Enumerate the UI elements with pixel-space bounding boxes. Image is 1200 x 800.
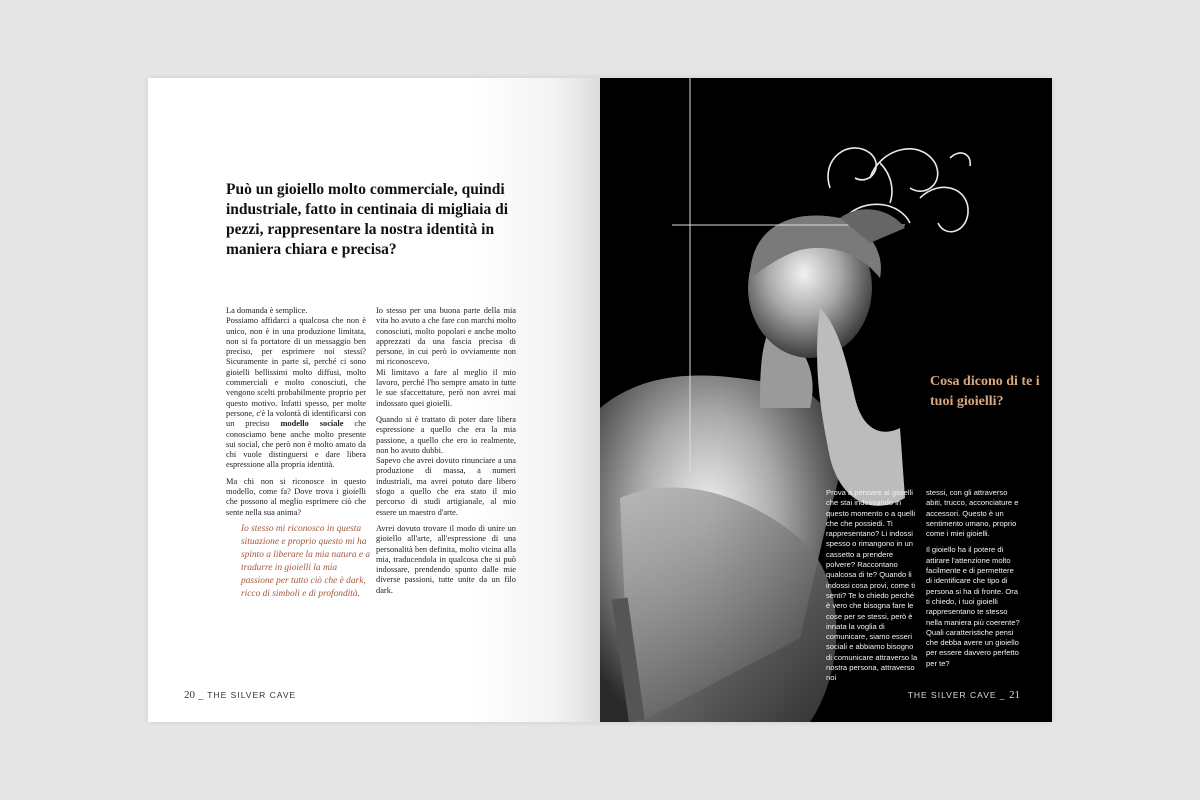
magazine-spread (148, 78, 1052, 722)
right-column-1 (826, 488, 920, 690)
paragraph: Prova a pensare ai gioielli che stai indossando in questo momento o a quelli che che possiedi. Ti rappresentano? Li indossi spesso o rimangono in un cassetto a prendere polvere? Raccontano qualcosa di te? Quando li indossi cosa provi, come ti senti? Te lo chiedo perché è vero che bisogna fare le cose per se stessi, però è innata la voglia di comunicare, siamo esseri sociali e abbiamo bisogno di comunicare attraverso la nostra persona, attraverso noi (826, 488, 918, 683)
baroque-ornament (810, 118, 980, 258)
magazine-name: _ THE SILVER CAVE (198, 690, 297, 700)
left-column-2 (376, 306, 516, 602)
left-column-1 (226, 306, 366, 524)
right-page (600, 78, 1052, 722)
paragraph: Ma chi non si riconosce in questo modello, come fa? Dove trova i gioielli che possono al meglio esprimere ciò che sente nella sua anima? (226, 476, 366, 517)
paragraph (376, 306, 516, 409)
paragraph: stessi, con gli attraverso abiti, trucco, acconciature e accessori. Questo è un sentimento umano, proprio come i miei gioielli. (926, 488, 1019, 539)
bold-term: modello sociale (280, 419, 344, 429)
page-folio-right (908, 689, 1020, 701)
paragraph-text: Mi limitavo a fare al meglio il mio lavoro, perché l'ho sempre amato in tutte le sue sfaccettature, però non avrei mai indossato quei gioielli. (376, 367, 516, 408)
paragraph-end: che conosciamo bene anche molto presente sui social, che però non è molto amato da chi vuole distinguersi e dare libera espressione alla propria identità. (226, 419, 367, 470)
paragraph: Avrei dovuto trovare il modo di unire un gioiello all'arte, all'espressione di una personalità ben definita, molto vicina alla mia, traducendola in qualcosa che si può indossare, prendendo spunto dalle mie diverse passioni, tutte unite da un filo dark. (376, 523, 516, 595)
paragraph-body: Possiamo affidarci a qualcosa che non è unico, non è in una produzione limitata, non si fa portatore di un messaggio ben preciso, per esprimere noi stessi? Sicuramente in parte sì, perché ci sono gioielli bellissimi molto diffusi, molto commerciali e molto conosciuti, che vengono scelti probabilmente proprio per questo motivo. Infatti spesso, per molte persone, c'è la volontà di identificarsi con un preciso (226, 316, 366, 429)
magazine-name: THE SILVER CAVE _ (907, 690, 1006, 700)
paragraph-text: Quando si è trattato di poter dare libera espressione a quello che era la mia passione, a quello che ero io realmente, non ho avuto dubbi. (376, 414, 516, 455)
paragraph-text: Sapevo che avrei dovuto rinunciare a una produzione di massa, a numeri industriali, ma avrei potuto dare libero sfogo a quello che era stato il mio percorso di studi artigianale, al mio essere un maestro d'arte. (376, 456, 516, 517)
paragraph: Il gioiello ha il potere di attirare l'attenzione molto facilmente e di permettere di identificare che tipo di persona si ha di fronte. Ora ti chiedo, i tuoi gioielli rappresentano te stesso nella maniera più coerente? Quali caratteristiche pensi che debba avere un gioiello per essere davvero perfetto per te? (926, 545, 1020, 668)
paragraph (226, 306, 366, 471)
page-number: 21 (1009, 689, 1020, 701)
pull-quote: Io stesso mi riconosco in questa situazione e proprio questo mi ha spinto a liberare la mia natura e a tradurre in gioielli la mia passione per tutto ciò che è dark, ricco di simboli e di profondità. (241, 524, 371, 599)
article-headline: Può un gioiello molto commerciale, quindi industriale, fatto in centinaia di migliaia di pezzi, rappresentare la nostra identità in maniera chiara e precisa? (226, 181, 509, 258)
left-page (148, 78, 600, 722)
page-number: 20 (184, 689, 195, 701)
section-subheading: Cosa dicono di te i tuoi gioielli? (930, 374, 1040, 409)
paragraph-text: Io stesso per una buona parte della mia vita ho avuto a che fare con marchi molto conosciuti, molto popolari e anche molto apprezzati da una fascia precisa di persone, in cui però io ovviamente non mi riconoscevo. (376, 306, 516, 367)
right-column-2 (926, 488, 1020, 675)
page-folio-left (184, 689, 296, 701)
paragraph-intro: La domanda è semplice. (226, 306, 308, 315)
paragraph (376, 415, 516, 518)
